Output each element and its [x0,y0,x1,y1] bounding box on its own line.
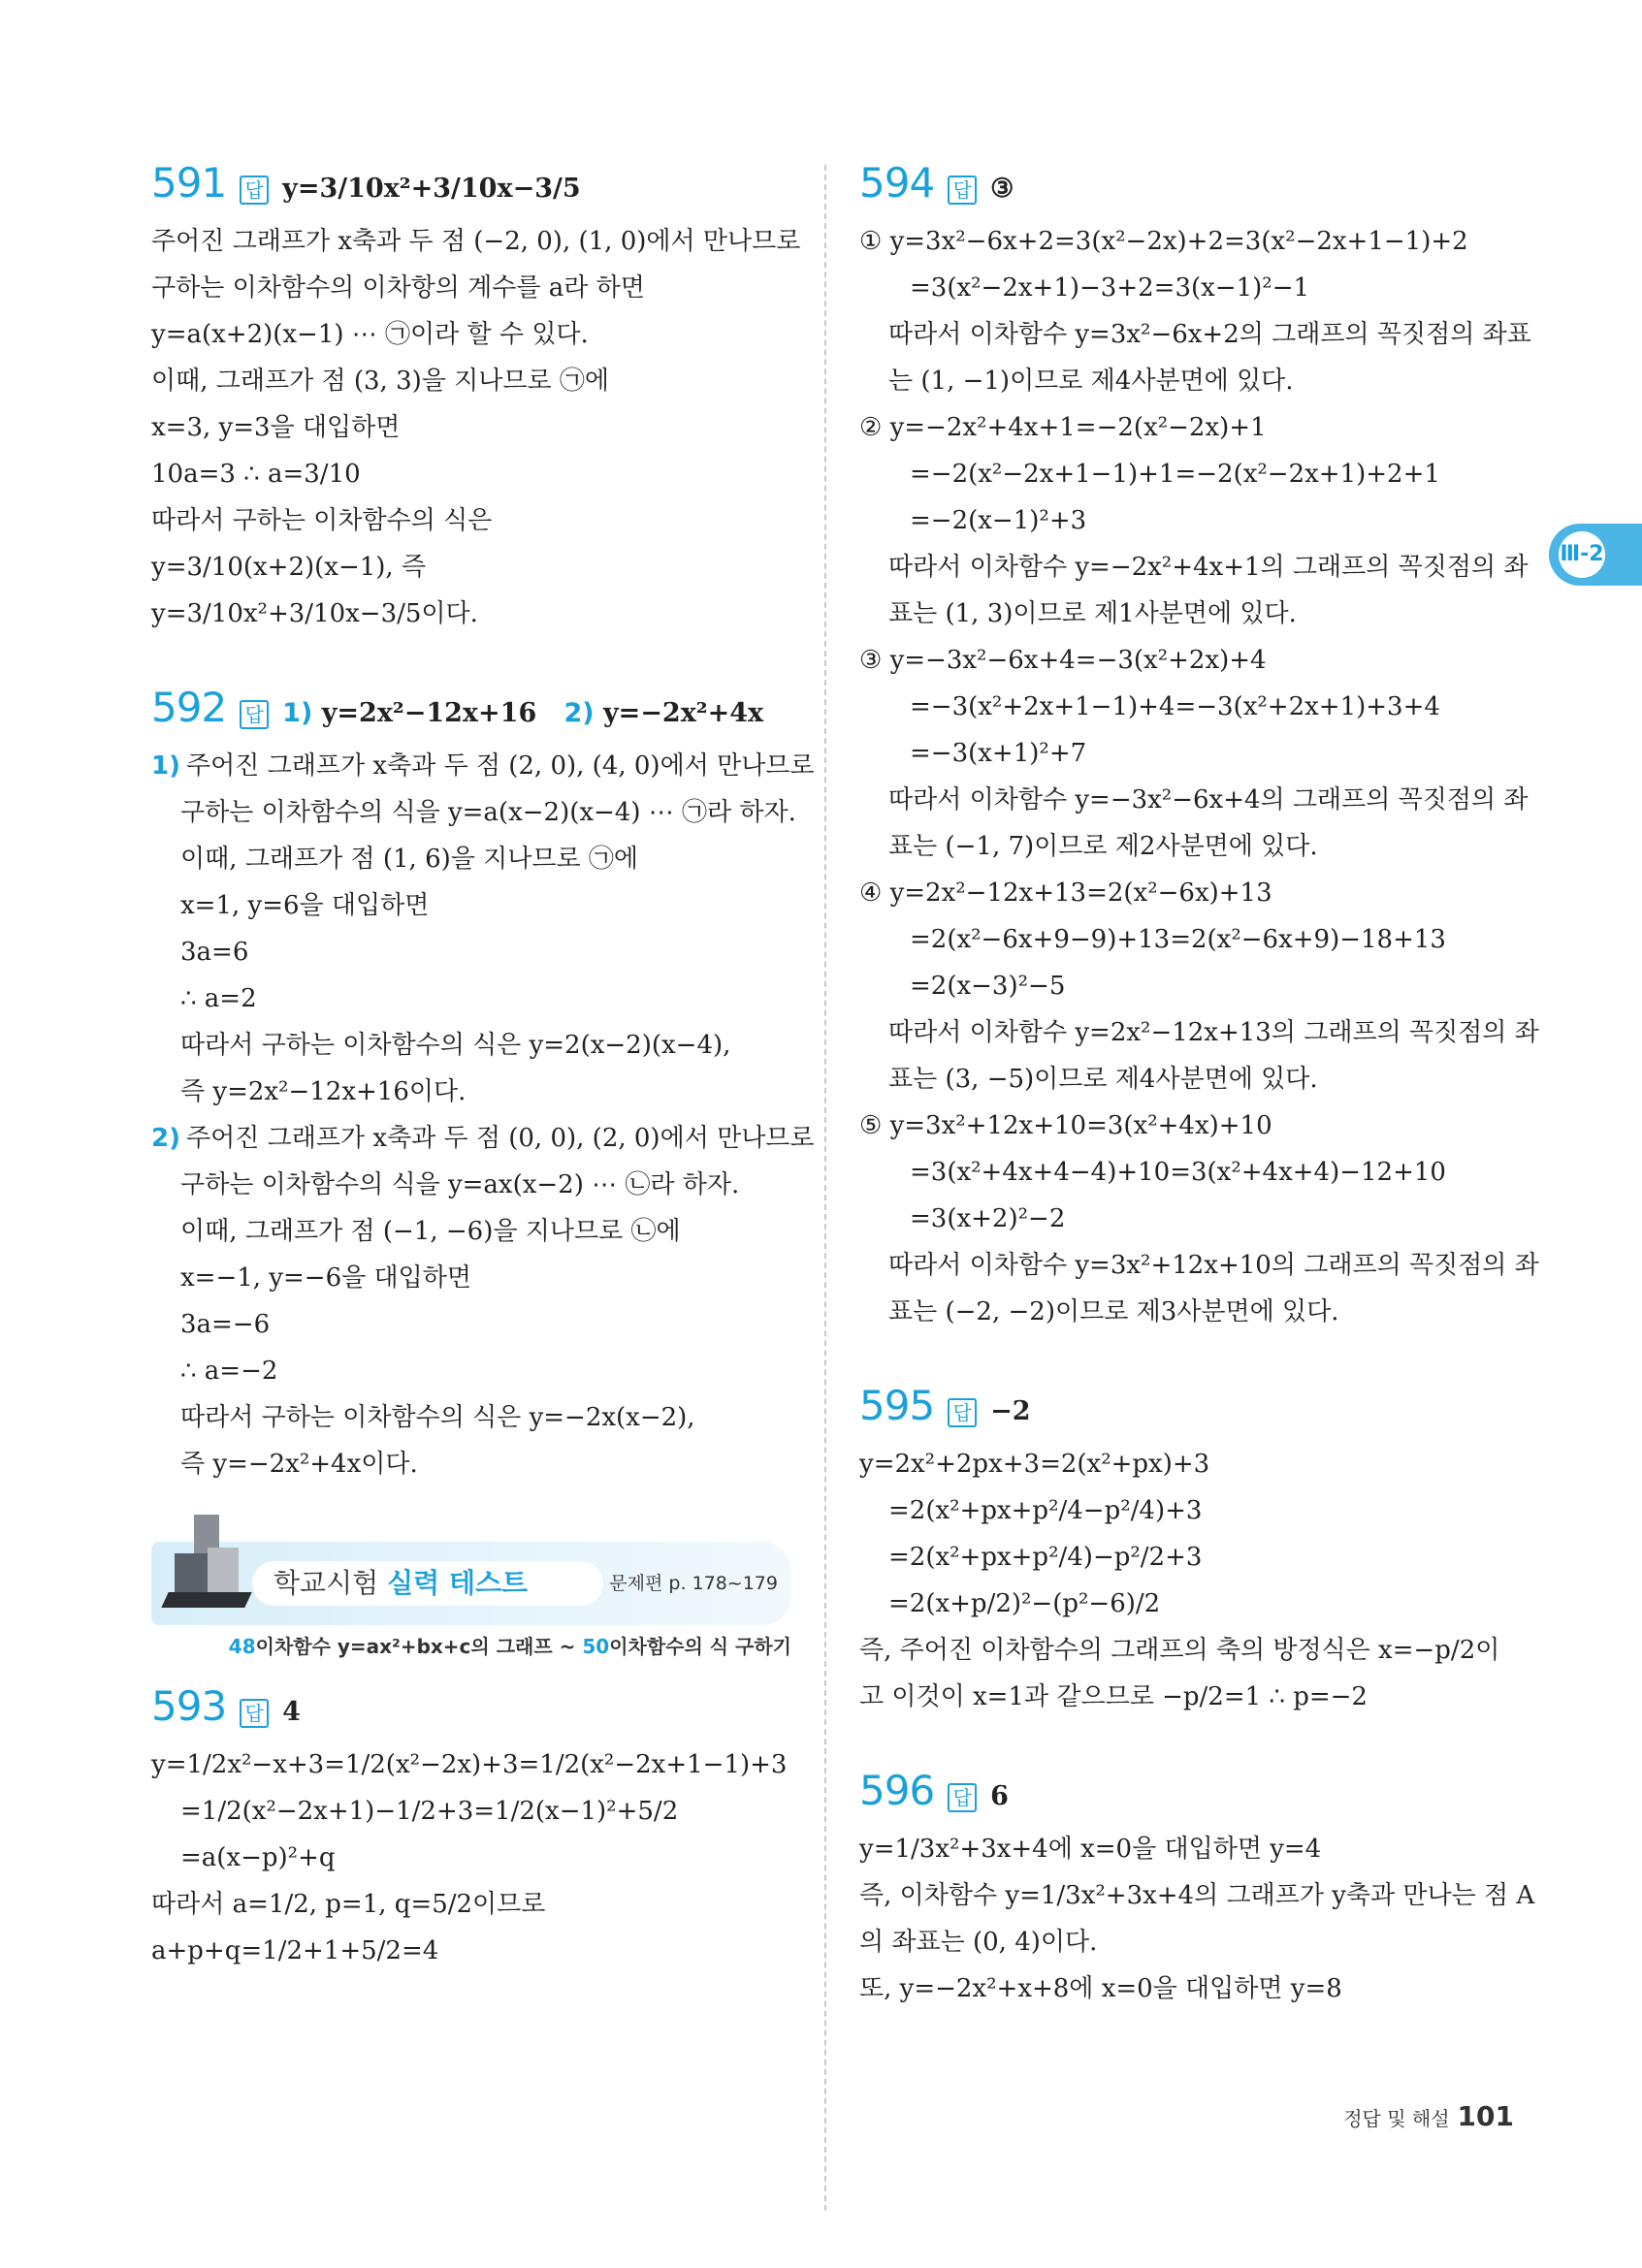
solution-line: ⑤ y=3x²+12x+10=3(x²+4x)+10 [859,1111,1272,1140]
solution-line: 고 이것이 x=1과 같으므로 −p/2=1 ∴ p=−2 [859,1682,1368,1711]
solution-line: 또, y=−2x²+x+8에 x=0을 대입하면 y=8 [859,1974,1342,2003]
solution-line: 즉 y=−2x²+4x이다. [180,1450,418,1479]
solution-line: ∴ a=2 [180,984,257,1013]
solution-line: 즉, 이차함수 y=1/3x²+3x+4의 그래프가 y축과 만나는 점 A [859,1881,1535,1910]
solution-line: =1/2(x²−2x+1)−1/2+3=1/2(x−1)²+5/2 [180,1797,679,1826]
solution-line: =2(x²+px+p²/4)−p²/2+3 [888,1543,1203,1572]
solution-line: 주어진 그래프가 x축과 두 점 (−2, 0), (1, 0)에서 만나므로 [151,227,801,256]
solution-line: 표는 (1, 3)이므로 제1사분면에 있다. [888,599,1297,628]
answer-part-1: y=2x²−12x+16 [321,698,537,728]
problem-596 [859,1767,1535,2012]
blocks-icon [165,1515,242,1615]
solution-line: 구하는 이차함수의 이차항의 계수를 a라 하면 [151,273,645,303]
problem-number: 593 [151,1682,227,1730]
solution-line: 주어진 그래프가 x축과 두 점 (0, 0), (2, 0)에서 만나므로 [185,1124,815,1153]
page-footer [1343,2100,1514,2132]
solution-line: 구하는 이차함수의 식을 y=ax(x−2) ⋯ ㉡라 하자. [180,1170,740,1199]
solution-line: 표는 (−2, −2)이므로 제3사분면에 있다. [888,1297,1339,1326]
solution-line: 표는 (−1, 7)이므로 제2사분면에 있다. [888,832,1318,861]
solution-line: 이때, 그래프가 점 (1, 6)을 지나므로 ㉠에 [180,845,638,874]
sub-label: 1) [151,751,180,781]
solution-line: y=2x²+2px+3=2(x²+px)+3 [859,1450,1210,1479]
solution-line: =−2(x−1)²+3 [910,506,1087,535]
problem-number: 595 [859,1382,935,1429]
sub-label: 2) [151,1124,180,1153]
solution-line: 따라서 이차함수 y=3x²−6x+2의 그래프의 꼭짓점의 좌표 [888,320,1531,349]
solution-line: 의 좌표는 (0, 4)이다. [859,1928,1098,1957]
page-number: 101 [1457,2100,1514,2132]
column-divider [824,165,826,2211]
solution-line: =3(x²+4x+4−4)+10=3(x²+4x+4)−12+10 [910,1158,1446,1187]
solution-line: 즉 y=2x²−12x+16이다. [180,1077,467,1106]
solution-line: =2(x−3)²−5 [910,972,1066,1001]
solution-line: ∴ a=−2 [180,1357,278,1386]
solution-line: y=3/10(x+2)(x−1), 즉 [151,553,427,582]
solution-line: y=3/10x²+3/10x−3/5이다. [151,599,478,628]
left-column [151,155,815,1974]
solution-line: y=1/3x²+3x+4에 x=0을 대입하면 y=4 [859,1835,1322,1864]
problem-594 [859,159,1539,1335]
answer-tag: 답 [240,700,269,729]
solution-line: =2(x+p/2)²−(p²−6)/2 [888,1589,1161,1618]
solution-line: =−2(x²−2x+1−1)+1=−2(x²−2x+1)+2+1 [910,460,1440,489]
solution-line: 따라서 a=1/2, p=1, q=5/2이므로 [151,1890,546,1919]
solution-line: 따라서 구하는 이차함수의 식은 y=2(x−2)(x−4), [180,1031,731,1060]
solution-line: ③ y=−3x²−6x+4=−3(x²+2x)+4 [859,646,1267,675]
solution-line: =−3(x+1)²+7 [910,739,1087,768]
solution-line: =−3(x²+2x+1−1)+4=−3(x²+2x+1)+3+4 [910,692,1440,721]
chapter-tab-label: Ⅲ-2 [1559,531,1605,578]
solution-line: 3a=−6 [180,1310,271,1339]
problem-number: 594 [859,159,935,207]
problem-592 [151,684,815,1487]
solution-line: 3a=6 [180,938,249,967]
solution-line: 표는 (3, −5)이므로 제4사분면에 있다. [888,1065,1318,1094]
solution-line: 는 (1, −1)이므로 제4사분면에 있다. [888,367,1294,396]
problem-593 [151,1682,791,1974]
answer: 6 [990,1781,1009,1811]
solution-line: 이때, 그래프가 점 (−1, −6)을 지나므로 ㉡에 [180,1217,681,1246]
footer-label: 정답 및 해설 [1343,2107,1450,2130]
solution-line: 따라서 이차함수 y=2x²−12x+13의 그래프의 꼭짓점의 좌 [888,1018,1539,1047]
section-banner [151,1542,791,1625]
answer-part-2: y=−2x²+4x [602,698,764,728]
solution-line: ② y=−2x²+4x+1=−2(x²−2x)+1 [859,413,1267,442]
solution-line: ① y=3x²−6x+2=3(x²−2x)+2=3(x²−2x+1−1)+2 [859,227,1468,256]
solution-line: x=−1, y=−6을 대입하면 [180,1263,471,1293]
solution-line: =2(x²+px+p²/4−p²/4)+3 [888,1496,1203,1525]
solution-line: 즉, 주어진 이차함수의 그래프의 축의 방정식은 x=−p/2이 [859,1636,1500,1665]
solution-line: =2(x²−6x+9−9)+13=2(x²−6x+9)−18+13 [910,925,1446,954]
solution-line: 이때, 그래프가 점 (3, 3)을 지나므로 ㉠에 [151,367,609,396]
problem-591 [151,159,801,637]
solution-line: 따라서 이차함수 y=−3x²−6x+4의 그래프의 꼭짓점의 좌 [888,785,1529,815]
solution-line: =3(x²−2x+1)−3+2=3(x−1)²−1 [910,273,1310,303]
unit-range: 48이차함수 y=ax²+bx+c의 그래프 ~ 50이차함수의 식 구하기 [228,1635,791,1658]
answer-tag: 답 [240,1699,269,1728]
solution-line: 구하는 이차함수의 식을 y=a(x−2)(x−4) ⋯ ㉠라 하자. [180,798,796,827]
solution-line: 따라서 구하는 이차함수의 식은 y=−2x(x−2), [180,1403,695,1432]
solution-line: y=a(x+2)(x−1) ⋯ ㉠이라 할 수 있다. [151,320,589,349]
problem-number: 592 [151,684,227,731]
answer: ③ [990,174,1014,204]
solution-line: 따라서 이차함수 y=3x²+12x+10의 그래프의 꼭짓점의 좌 [888,1251,1539,1280]
answer: 4 [282,1697,301,1727]
solution-line: a+p+q=1/2+1+5/2=4 [151,1936,439,1965]
chapter-tab [1549,524,1642,586]
answer-tag: 답 [948,1398,977,1427]
solution-line: 따라서 구하는 이차함수의 식은 [151,506,493,535]
solution-line: 따라서 이차함수 y=−2x²+4x+1의 그래프의 꼭짓점의 좌 [888,553,1529,582]
answer: y=3/10x²+3/10x−3/5 [282,174,581,204]
solution-line: y=1/2x²−x+3=1/2(x²−2x)+3=1/2(x²−2x+1−1)+3 [151,1750,788,1779]
solution-line: x=3, y=3을 대입하면 [151,413,401,442]
solution-line: =a(x−p)²+q [180,1843,336,1872]
answer-tag: 답 [948,1783,977,1812]
solution-line: ④ y=2x²−12x+13=2(x²−6x)+13 [859,878,1272,908]
solution-line: x=1, y=6을 대입하면 [180,891,430,920]
solution-line: =3(x+2)²−2 [910,1204,1066,1233]
solution-line: 주어진 그래프가 x축과 두 점 (2, 0), (4, 0)에서 만나므로 [185,751,815,781]
right-column [859,155,1539,2012]
answer-tag: 답 [240,176,269,205]
problem-book-reference: 문제편 p. 178~179 [609,1573,778,1594]
answer-part-label: 2) [563,698,595,728]
answer-tag: 답 [948,176,977,205]
banner-title: 학교시험 실력 테스트 [252,1561,603,1606]
problem-number: 591 [151,159,227,207]
problem-number: 596 [859,1767,935,1814]
solution-line: 10a=3 ∴ a=3/10 [151,460,361,489]
problem-595 [859,1382,1499,1720]
answer: −2 [990,1396,1031,1426]
answer-part-label: 1) [282,698,313,728]
